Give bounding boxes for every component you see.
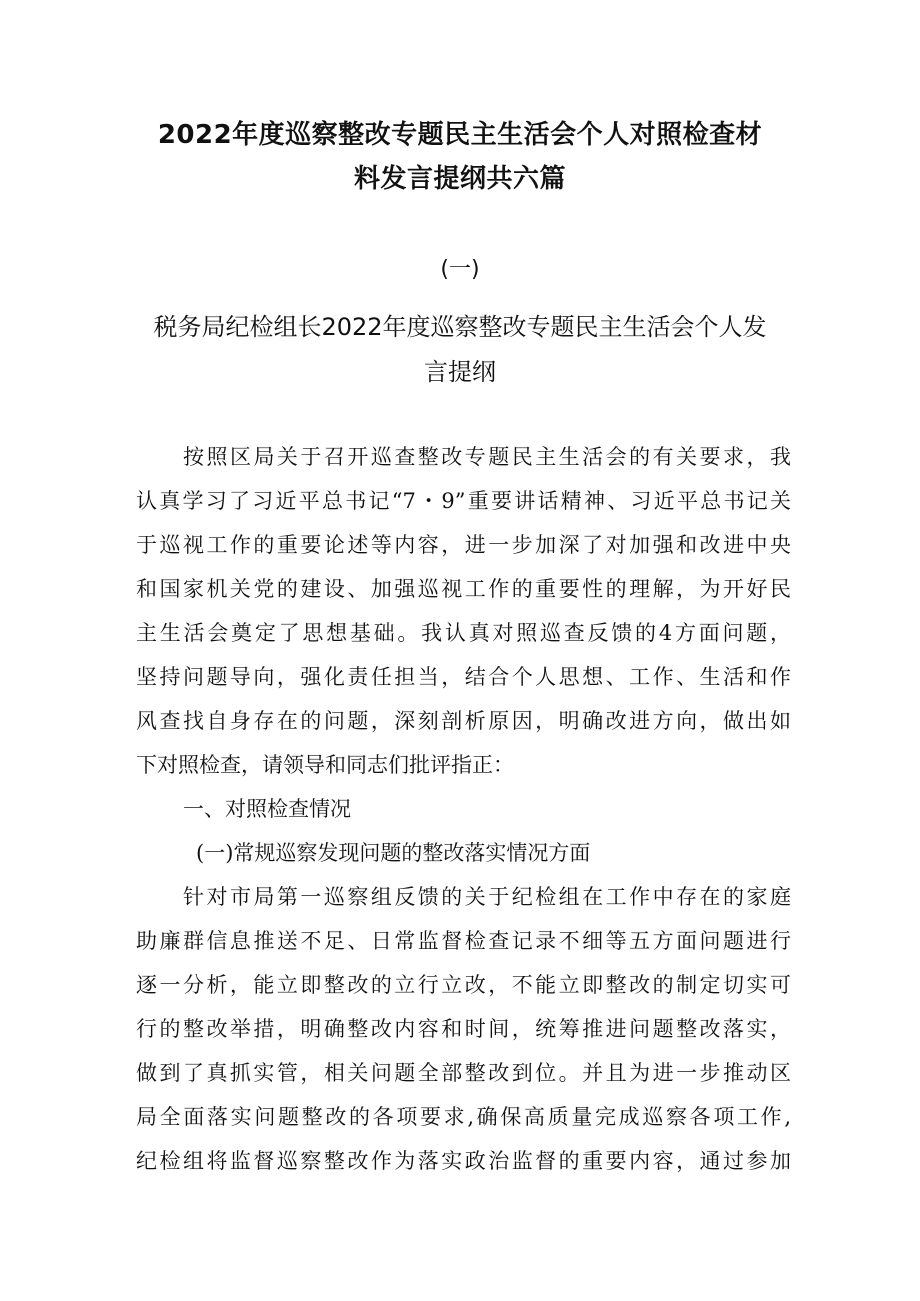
paragraph-2-line: 逐一分析，能立即整改的立行立改，不能立即整改的制定切实可: [136, 973, 791, 997]
paragraph-2-line: 纪检组将监督巡察整改作为落实政治监督的重要内容，通过参加: [136, 1149, 791, 1173]
paragraph-2-line: 针对市局第一巡察组反馈的关于纪检组在工作中存在的家庭: [183, 885, 791, 909]
paragraph-1-line: 于巡视工作的重要论述等内容，进一步加深了对加强和改进中央: [136, 533, 791, 557]
document-title-line-2: 料发言提纲共六篇: [353, 164, 566, 194]
section-subtitle-line-1: 税务局纪检组长2022年度巡察整改专题民主生活会个人发: [153, 313, 767, 341]
paragraph-2-line: 助廉群信息推送不足、日常监督检查记录不细等五方面问题进行: [136, 929, 791, 953]
paragraph-1-line: 风查找自身存在的问题，深刻剖析原因，明确改进方向，做出如: [136, 709, 791, 733]
section-subtitle-line-2: 言提纲: [424, 358, 496, 386]
document-title-line-1: 2022年度巡察整改专题民主生活会个人对照检查材: [157, 120, 763, 150]
section-heading-1-1: (一)常规巡察发现问题的整改落实情况方面: [196, 841, 591, 865]
paragraph-1-line: 下对照检查，请领导和同志们批评指正：: [136, 753, 514, 777]
paragraph-1-line: 和国家机关党的建设、加强巡视工作的重要性的理解，为开好民: [136, 577, 791, 601]
section-heading-1: 一、对照检查情况: [183, 797, 351, 821]
paragraph-2-line: 局全面落实问题整改的各项要求,确保高质量完成巡察各项工作,: [136, 1105, 791, 1129]
paragraph-1-line: 按照区局关于召开巡查整改专题民主生活会的有关要求，我: [183, 445, 791, 469]
paragraph-1-line: 认真学习了习近平总书记“7・9”重要讲话精神、习近平总书记关: [136, 489, 791, 513]
section-number: (一): [440, 257, 480, 282]
paragraph-2-line: 做到了真抓实管，相关问题全部整改到位。并且为进一步推动区: [136, 1061, 791, 1085]
paragraph-1-line: 坚持问题导向，强化责任担当，结合个人思想、工作、生活和作: [136, 665, 791, 689]
paragraph-2-line: 行的整改举措，明确整改内容和时间，统筹推进问题整改落实，: [136, 1017, 791, 1041]
paragraph-1-line: 主生活会奠定了思想基础。我认真对照巡查反馈的4方面问题，: [136, 621, 791, 645]
